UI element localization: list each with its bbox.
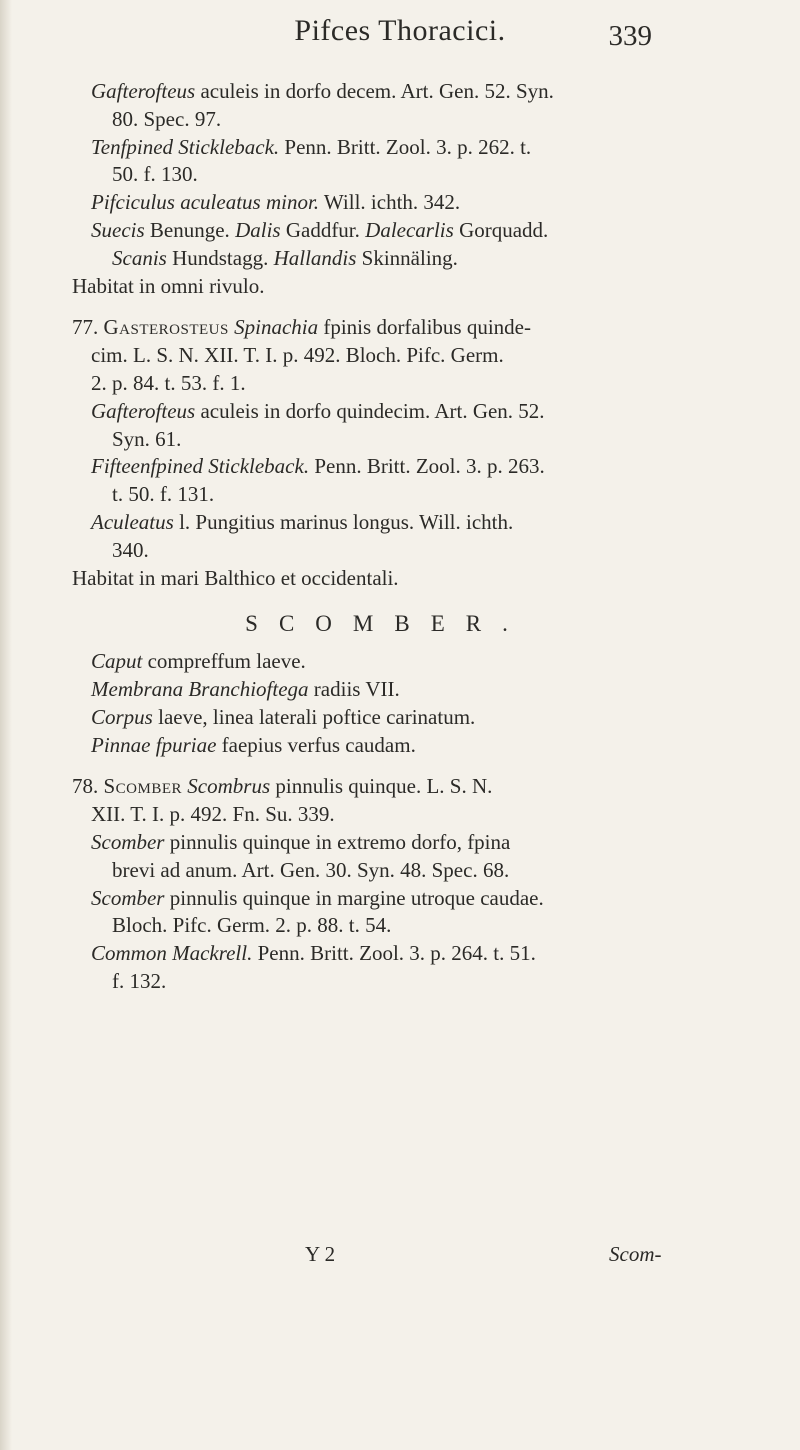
text-run: compreffum laeve.: [142, 649, 306, 674]
text-line: [72, 217, 682, 245]
text-line: [72, 704, 682, 732]
text-line: [72, 314, 682, 342]
text-line: [72, 857, 682, 885]
italic-text: Gafterofteus: [91, 398, 196, 423]
text-run: f. 132.: [112, 968, 167, 993]
italic-text: Caput: [91, 649, 143, 674]
italic-text: Suecis: [91, 217, 145, 242]
text-line: [72, 189, 682, 217]
text-run: fpinis dorfalibus quinde-: [318, 315, 531, 340]
text-line: [72, 509, 682, 537]
text-line: [72, 648, 682, 676]
text-run: Penn. Britt. Zool. 3. p. 262. t.: [279, 134, 532, 159]
text-run: Will. ichth. 342.: [319, 190, 461, 215]
text-line: [72, 481, 682, 509]
signature-mark: Y 2: [305, 1242, 336, 1266]
text-line: [72, 134, 682, 162]
page-binding-edge: [0, 0, 12, 1450]
text-line: [72, 968, 682, 996]
text-run: aculeis in dorfo decem. Art. Gen. 52. Syn.: [195, 79, 554, 103]
italic-text: Corpus: [91, 704, 153, 729]
text-line: [72, 537, 682, 565]
text-line: [72, 885, 682, 913]
running-title: Pifces Thoracici.: [294, 14, 506, 47]
text-run: Habitat in mari Balthico et occidentali.: [72, 565, 399, 590]
text-line: [72, 801, 682, 829]
text-line: [72, 342, 682, 370]
text-run: Benunge.: [144, 217, 236, 242]
text-run: 77.: [72, 315, 104, 340]
text-run: 2. p. 84. t. 53. f. 1.: [91, 370, 246, 395]
paragraph-gap: [72, 759, 682, 773]
text-line: [72, 453, 682, 481]
italic-text: Pinnae fpuriae: [91, 732, 217, 757]
text-line: [72, 398, 682, 426]
text-run: XII. T. I. p. 492. Fn. Su. 339.: [91, 802, 335, 827]
text-line: [72, 732, 682, 760]
text-run: 78.: [72, 774, 104, 799]
page-body: [72, 78, 682, 996]
text-run: Penn. Britt. Zool. 3. p. 263.: [309, 454, 545, 479]
italic-text: Aculeatus: [91, 509, 174, 534]
text-line: [72, 161, 682, 189]
italic-text: Tenfpined Stickleback.: [91, 134, 280, 159]
text-run: 80. Spec. 97.: [112, 106, 222, 131]
text-line: [72, 370, 682, 398]
text-run: Gorquadd.: [453, 217, 549, 242]
italic-text: Scanis: [112, 245, 167, 270]
italic-text: Hallandis: [273, 245, 357, 270]
text-run: Hundstagg.: [166, 245, 274, 270]
text-run: cim. L. S. N. XII. T. I. p. 492. Bloch. Pifc. Germ.: [91, 343, 504, 368]
text-line: [72, 245, 682, 273]
text-run: Penn. Britt. Zool. 3. p. 264. t. 51.: [252, 941, 536, 966]
text-line: [72, 78, 682, 106]
text-line: [72, 912, 682, 940]
text-run: Gasterosteus: [103, 315, 229, 340]
text-line: [72, 106, 682, 134]
text-run: pinnulis quinque. L. S. N.: [270, 774, 493, 799]
text-run: aculeis in dorfo quindecim. Art. Gen. 52.: [195, 398, 545, 423]
text-run: t. 50. f. 131.: [112, 482, 215, 507]
page-header: [0, 12, 800, 72]
italic-text: Pifciculus aculeatus minor.: [91, 190, 320, 215]
italic-text: Dalis: [235, 217, 281, 242]
italic-text: Dalecarlis: [365, 217, 454, 242]
text-run: Bloch. Pifc. Germ. 2. p. 88. t. 54.: [112, 913, 392, 938]
italic-text: Fifteenfpined Stickleback.: [91, 454, 310, 479]
text-run: faepius verfus caudam.: [216, 732, 416, 757]
text-run: Skinnäling.: [356, 245, 458, 270]
paragraph-gap: [72, 300, 682, 314]
italic-text: Scomber: [91, 829, 165, 854]
italic-text: Common Mackrell.: [91, 941, 253, 966]
text-line: [72, 940, 682, 968]
page-number: 339: [608, 20, 652, 52]
catchword: Scom-: [609, 1242, 662, 1266]
text-run: 50. f. 130.: [112, 162, 198, 187]
italic-text: Scombrus: [187, 774, 271, 799]
italic-text: Gafterofteus: [91, 79, 196, 103]
text-run: l. Pungitius marinus longus. Will. ichth.: [173, 509, 514, 534]
text-run: Gaddfur.: [280, 217, 366, 242]
text-line: [72, 426, 682, 454]
italic-text: Scomber: [91, 885, 165, 910]
text-line: [72, 565, 682, 593]
text-line: [72, 273, 682, 301]
text-run: pinnulis quinque in margine utroque caudae.: [164, 885, 544, 910]
text-run: 340.: [112, 537, 149, 562]
text-run: pinnulis quinque in extremo dorfo, fpina: [164, 829, 511, 854]
text-run: radiis VII.: [308, 676, 400, 701]
italic-text: Membrana Branchioftega: [91, 676, 309, 701]
text-line: [72, 676, 682, 704]
text-run: brevi ad anum. Art. Gen. 30. Syn. 48. Spec. 68.: [112, 857, 510, 882]
italic-text: Spinachia: [234, 315, 319, 340]
text-line: [72, 773, 682, 801]
text-line: [72, 829, 682, 857]
text-run: laeve, linea laterali poftice carinatum.: [152, 704, 476, 729]
text-run: Habitat in omni rivulo.: [72, 273, 265, 298]
page-footer: [72, 1242, 682, 1272]
text-run: Scomber: [103, 774, 183, 799]
text-run: Syn. 61.: [112, 426, 182, 451]
genus-heading: SCOMBER.: [245, 611, 529, 637]
